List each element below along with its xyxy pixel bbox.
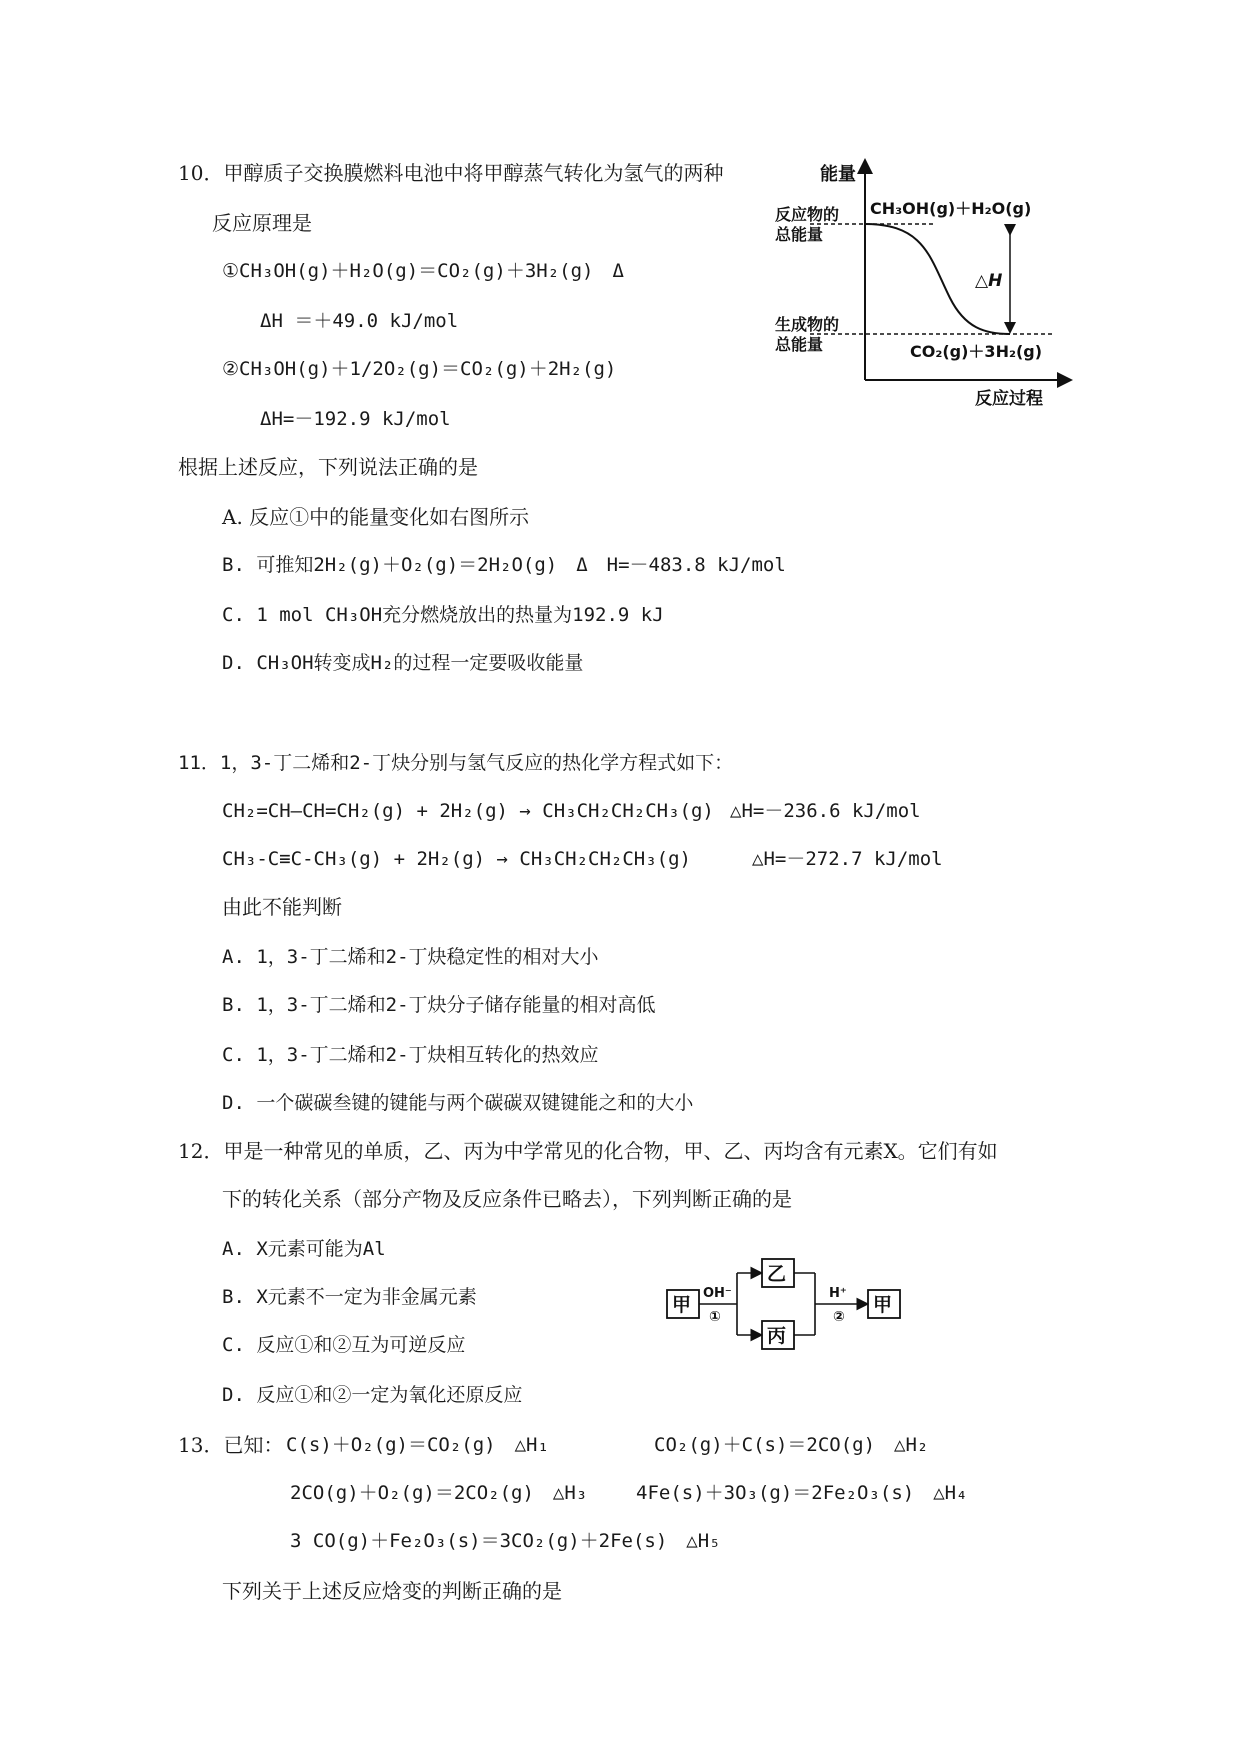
q10-prompt: 根据上述反应，下列说法正确的是 [178,455,478,479]
q10-reaction-2: ②CH₃OH(g)＋1/2O₂(g)＝CO₂(g)＋2H₂(g) [222,358,617,380]
q13-equation-5: 3 CO(g)＋Fe₂O₃(s)＝3CO₂(g)＋2Fe(s) △H₅ [290,1530,721,1552]
box-start-label: 甲 [672,1294,692,1316]
box-top-label: 乙 [767,1263,787,1285]
reactant-label-2: 总能量 [775,225,824,244]
q12-stem-line1: 12．甲是一种常见的单质，乙、丙为中学常见的化合物，甲、乙、丙均含有元素X。它们有如 [178,1139,998,1163]
step1-label: ① [709,1309,721,1325]
q10-option-b: B. 可推知2H₂(g)＋O₂(g)＝2H₂O(g) Δ H=－483.8 kJ/mol [222,554,786,576]
x-axis-label: 反应过程 [975,389,1043,408]
q11-prompt: 由此不能判断 [222,895,342,919]
q11-equation-2: CH₃-C≡C-CH₃(g) + 2H₂(g) → CH₃CH₂CH₂CH₃(g) [222,848,691,870]
q10-option-a: A. 反应①中的能量变化如右图所示 [222,505,530,529]
product-label-2: 总能量 [775,335,824,354]
q11-stem: 11．1，3-丁二烯和2-丁炔分别与氢气反应的热化学方程式如下： [178,752,734,774]
q12-stem-line2: 下的转化关系（部分产物及反应条件已略去），下列判断正确的是 [222,1187,792,1211]
box-end-label: 甲 [873,1294,893,1316]
reagent2-label: H⁺ [829,1286,847,1301]
q11-equation-1-enthalpy: △H=－236.6 kJ/mol [730,800,921,822]
reactant-label-1: 反应物的 [775,205,840,224]
q11-option-d: D. 一个碳碳叁键的键能与两个碳碳双键键能之和的大小 [222,1092,694,1114]
reactant-formula: CH₃OH(g)＋H₂O(g) [870,199,1032,218]
q11-option-a: A. 1，3-丁二烯和2-丁炔稳定性的相对大小 [222,946,599,968]
conversion-diagram [665,1255,915,1350]
q13-equation-4: 4Fe(s)＋3O₃(g)＝2Fe₂O₃(s) △H₄ [636,1482,968,1504]
q10-reaction-1: ①CH₃OH(g)＋H₂O(g)＝CO₂(g)＋3H₂(g) Δ [222,260,624,282]
q11-equation-2-enthalpy: △H=－272.7 kJ/mol [752,848,943,870]
q10-reaction-1-enthalpy: ΔH ＝＋49.0 kJ/mol [260,310,459,332]
q11-option-b: B. 1，3-丁二烯和2-丁炔分子储存能量的相对高低 [222,994,656,1016]
q10-option-c: C. 1 mol CH₃OH充分燃烧放出的热量为192.9 kJ [222,604,664,626]
q12-option-c: C. 反应①和②互为可逆反应 [222,1334,466,1356]
energy-diagram [775,158,1075,408]
q13-equation-2: CO₂(g)＋C(s)＝2CO(g) △H₂ [654,1434,929,1456]
q10-stem-line2: 反应原理是 [212,211,312,235]
q12-option-b: B. X元素不一定为非金属元素 [222,1286,477,1308]
q10-option-d: D. CH₃OH转变成H₂的过程一定要吸收能量 [222,652,584,674]
reagent1-label: OH⁻ [703,1286,732,1301]
product-formula: CO₂(g)＋3H₂(g) [910,342,1043,361]
product-label-1: 生成物的 [775,315,840,334]
q10-stem-line1: 10．甲醇质子交换膜燃料电池中将甲醇蒸气转化为氢气的两种 [178,161,724,185]
q11-option-c: C. 1，3-丁二烯和2-丁炔相互转化的热效应 [222,1044,599,1066]
q13-prompt: 下列关于上述反应焓变的判断正确的是 [222,1579,562,1603]
box-bottom-label: 丙 [767,1325,787,1347]
y-axis-label: 能量 [820,164,856,185]
q13-stem-prefix: 13．已知： [178,1433,284,1457]
q12-option-d: D. 反应①和②一定为氧化还原反应 [222,1384,523,1406]
q13-equation-3: 2CO(g)＋O₂(g)＝2CO₂(g) △H₃ [290,1482,588,1504]
q12-option-a: A. X元素可能为Al [222,1238,386,1260]
step2-label: ② [833,1309,845,1325]
delta-h-label: △H [975,271,1003,291]
q11-equation-1: CH₂=CH—CH=CH₂(g) + 2H₂(g) → CH₃CH₂CH₂CH₃(g) [222,800,714,822]
q13-equation-1: C(s)＋O₂(g)＝CO₂(g) △H₁ [286,1434,549,1456]
q10-reaction-2-enthalpy: ΔH=－192.9 kJ/mol [260,408,451,430]
